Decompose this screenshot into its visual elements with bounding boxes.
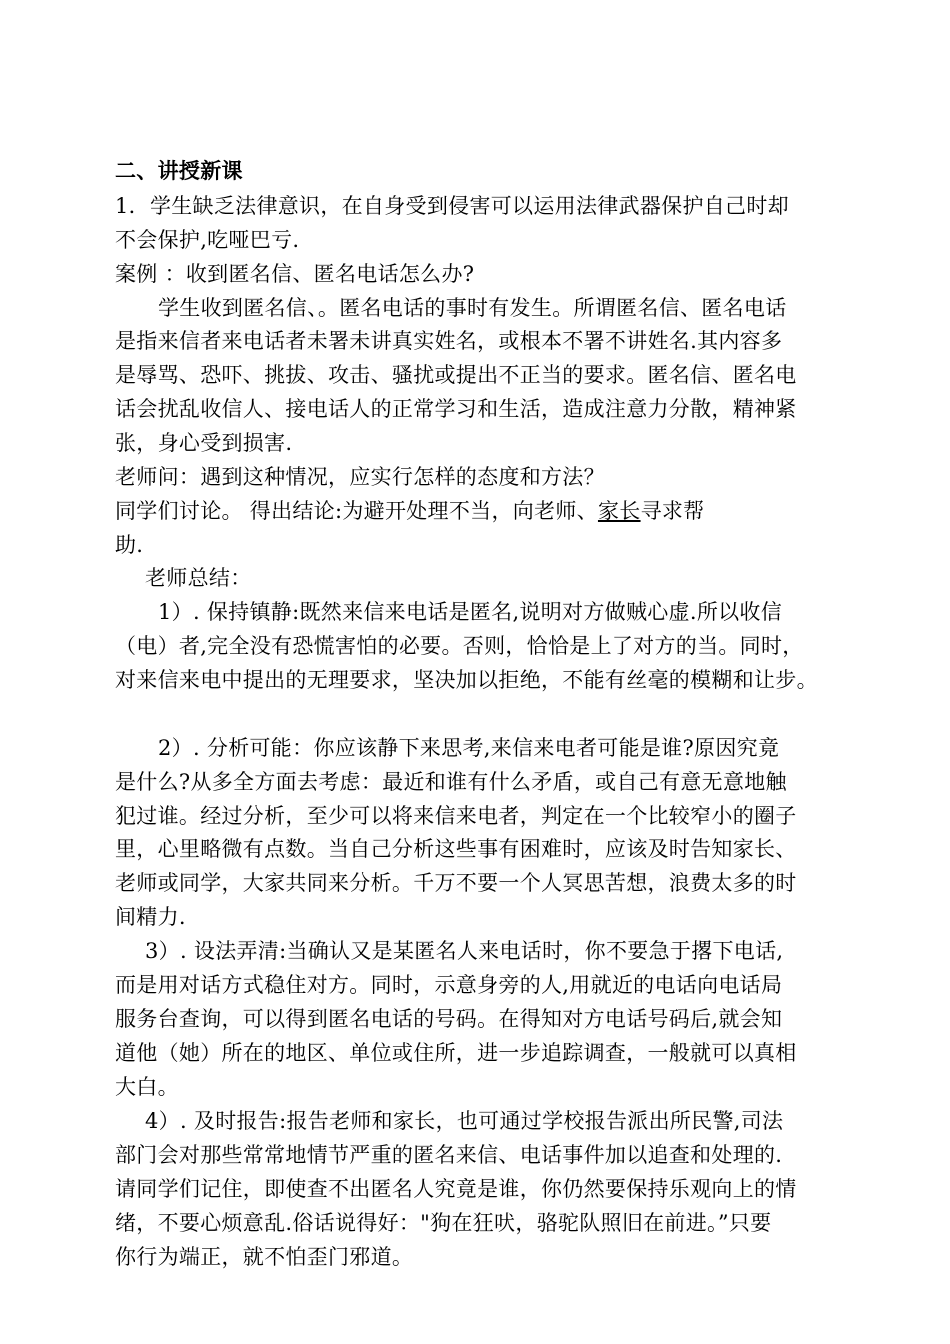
case-body-line: 是指来信者来电话者未署未讲真实姓名，或根本不署不讲姓名.其内容多 <box>115 329 783 353</box>
teacher-question: 老师问：遇到这种情况，应实行怎样的态度和方法？ <box>115 465 605 489</box>
tip2-line: 是什么?从多全方面去考虑：最近和谁有什么矛盾，或自己有意无意地触 <box>115 770 787 794</box>
tip4-line: 绪，不要心烦意乱.俗话说得好："狗在狂吠，骆驼队照旧在前进。”只要 <box>115 1211 772 1235</box>
tip3-line: 而是用对话方式稳住对方。同时，示意身旁的人,用就近的电话向电话局 <box>115 973 783 997</box>
tip4-line: 部门会对那些常常地情节严重的匿名来信、电话事件加以追查和处理的. <box>115 1143 783 1167</box>
case-body-line: 话会扰乱收信人、接电话人的正常学习和生活，造成注意力分散，精神紧 <box>115 397 797 421</box>
tip3-line: 3）. 设法弄清:当确认又是某匿名人来电话时，你不要急于撂下电话, <box>145 939 784 963</box>
case-body-line: 是辱骂、恐吓、挑拔、攻击、骚扰或提出不正当的要求。匿名信、匿名电 <box>115 363 797 387</box>
point1-line: 1．学生缺乏法律意识，在自身受到侵害可以运用法律武器保护自己时却 <box>115 194 789 218</box>
case-body-line: 张，身心受到损害. <box>115 431 293 455</box>
tip1-line: 1）. 保持镇静:既然来信来电话是匿名,说明对方做贼心虚.所以收信 <box>158 600 783 624</box>
tip1-line: 对来信来电中提出的无理要求，坚决加以拒绝，不能有丝毫的模糊和让步。 <box>115 668 818 692</box>
point1-line: 不会保护,吃哑巴亏. <box>115 228 300 252</box>
tip1-line: （电）者,完全没有恐慌害怕的必要。否则，恰恰是上了对方的当。同时， <box>115 634 804 658</box>
tip4-line: 请同学们记住，即使查不出匿名人究竟是谁，你仍然要保持乐观向上的情 <box>115 1177 797 1201</box>
case-title: 案例 ：收到匿名信、匿名电话怎么办? <box>115 262 475 286</box>
case-body-line: 学生收到匿名信、。匿名电话的事时有发生。所谓匿名信、匿名电话 <box>158 296 787 320</box>
discussion-line: 助. <box>115 533 144 557</box>
tip2-line: 2）. 分析可能：你应该静下来思考,来信来电者可能是谁?原因究竟 <box>158 736 780 760</box>
summary-title: 老师总结： <box>145 566 252 590</box>
discussion-line <box>115 495 704 527</box>
tip2-line: 犯过谁。经过分析，至少可以将来信来电者，判定在一个比较窄小的圈子 <box>115 804 797 828</box>
discussion-prefix: 同学们讨论。 得出结论:为避开处理不当，向老师、 <box>115 499 598 523</box>
discussion-suffix: 寻求帮 <box>640 499 705 523</box>
tip3-line: 道他（她）所在的地区、单位或住所，进一步追踪调查，一般就可以真相 <box>115 1041 797 1065</box>
tip4-line: 4）. 及时报告:报告老师和家长，也可通过学校报告派出所民警,司法 <box>145 1109 784 1133</box>
section-heading: 二、讲授新课 <box>115 158 243 183</box>
tip2-line: 间精力. <box>115 905 186 929</box>
parent-link[interactable]: 家长 <box>597 499 641 523</box>
tip3-line: 大白。 <box>115 1075 179 1099</box>
tip4-line: 你行为端正，就不怕歪门邪道。 <box>115 1245 414 1269</box>
tip2-line: 里，心里略微有点数。当自己分析这些事有困难时，应该及时告知家长、 <box>115 837 797 861</box>
tip2-line: 老师或同学，大家共同来分析。千万不要一个人冥思苦想，浪费太多的时 <box>115 871 797 895</box>
tip3-line: 服务台查询，可以得到匿名电话的号码。在得知对方电话号码后,就会知 <box>115 1007 783 1031</box>
